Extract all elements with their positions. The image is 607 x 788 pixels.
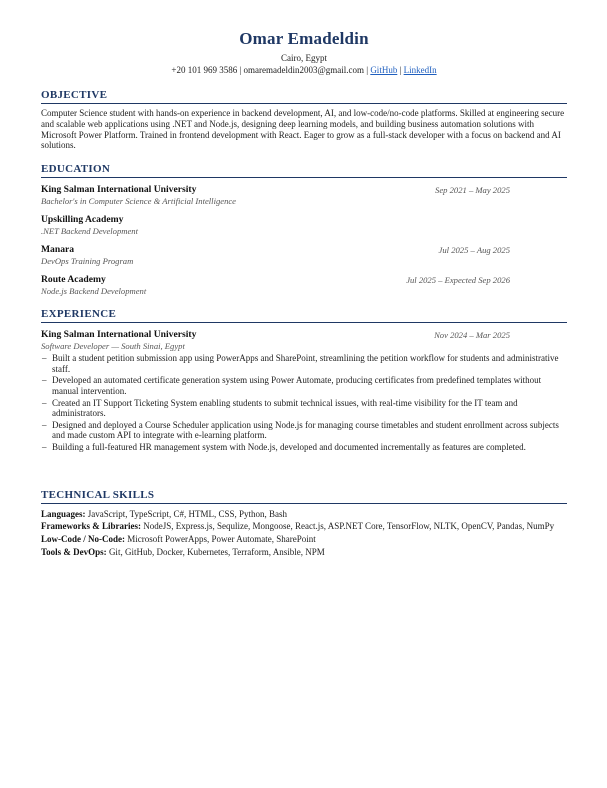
skill-label: Languages: (41, 508, 86, 519)
bullet-dash: – (42, 419, 47, 430)
experience-date: Nov 2024 – Mar 2025 (434, 330, 510, 341)
education-entry (41, 274, 567, 297)
contact-line (41, 64, 567, 76)
objective-section (41, 89, 567, 151)
candidate-name: Omar Emadeldin (239, 29, 369, 48)
contact-text: +20 101 969 3586 | omaremadeldin2003@gmail.com | (171, 65, 371, 75)
bullet-text: Created an IT Support Ticketing System enabling students to submit technical issues, with real-time visibility for the IT team and administrators. (52, 397, 518, 419)
skill-row (41, 509, 567, 520)
education-program: Node.js Backend Development (41, 286, 147, 297)
education-institution: Upskilling Academy (41, 214, 124, 226)
skill-row (41, 521, 567, 532)
skill-value: JavaScript, TypeScript, C#, HTML, CSS, Python, Bash (85, 508, 287, 519)
bullet-dash: – (42, 441, 47, 452)
experience-bullets (41, 353, 567, 452)
education-entry (41, 184, 567, 207)
skill-label: Frameworks & Libraries: (41, 521, 141, 532)
education-institution: Manara (41, 244, 75, 256)
experience-heading: EXPERIENCE (41, 308, 567, 323)
linkedin-link[interactable]: LinkedIn (403, 65, 437, 75)
experience-entry (41, 329, 567, 352)
education-program: .NET Backend Development (41, 226, 138, 237)
skill-row (41, 534, 567, 545)
education-program: DevOps Training Program (41, 256, 134, 267)
skills-section (41, 489, 567, 558)
bullet-dash: – (42, 375, 47, 386)
skill-value: NodeJS, Express.js, Sequlize, Mongoose, React.js, ASP.NET Core, TensorFlow, NLTK, OpenCV, Pandas, NumPy (140, 521, 555, 532)
list-item (41, 420, 567, 441)
skill-label: Low-Code / No-Code: (41, 534, 125, 545)
location: Cairo, Egypt (281, 53, 327, 63)
skill-label: Tools & DevOps: (41, 546, 107, 557)
education-entry (41, 214, 567, 237)
skill-value: Microsoft PowerApps, Power Automate, SharePoint (125, 534, 316, 545)
github-link[interactable]: GitHub (370, 65, 398, 75)
education-date: Sep 2021 – May 2025 (435, 185, 510, 196)
objective-heading: OBJECTIVE (41, 89, 567, 104)
list-item (41, 398, 567, 419)
resume-page (41, 0, 567, 558)
education-section (41, 163, 567, 297)
list-item (41, 375, 567, 396)
experience-organization: King Salman International University (41, 329, 197, 341)
objective-text: Computer Science student with hands-on experience in backend development, AI, and low-code/no-code platforms. Skilled at engineering secure and scalable web applications using .NET and Node.js, designing deep learning models, and building business automation solutions with Microsoft Power Platform. Trained in frontend development with React. Eager to grow as a full-stack developer with a focus on backend and AI solutions. (41, 108, 565, 151)
list-item (41, 442, 567, 453)
education-institution: Route Academy (41, 274, 106, 286)
skills-heading: TECHNICAL SKILLS (41, 489, 567, 504)
bullet-text: Designed and deployed a Course Scheduler application using Node.js for managing course timetables and student enrollment across subjects and made custom API to integrate with e-learning platform. (52, 419, 559, 441)
education-date: Jul 2025 – Aug 2025 (438, 245, 510, 256)
skill-value: Git, GitHub, Docker, Kubernetes, Terraform, Ansible, NPM (106, 546, 325, 557)
education-date: Jul 2025 – Expected Sep 2026 (406, 275, 510, 286)
contact-separator: | (397, 65, 404, 75)
education-program: Bachelor's in Computer Science & Artificial Intelligence (41, 196, 236, 207)
experience-section (41, 308, 567, 452)
bullet-dash: – (42, 353, 47, 364)
experience-role: Software Developer — South Sinai, Egypt (41, 341, 185, 352)
education-entry (41, 244, 567, 267)
bullet-dash: – (42, 397, 47, 408)
education-institution: King Salman International University (41, 184, 197, 196)
bullet-text: Built a student petition submission app using PowerApps and SharePoint, streamlining the petition workflow for students and administrative staff. (52, 353, 559, 374)
list-item (41, 353, 567, 374)
bullet-text: Developed an automated certificate generation system using Power Automate, producing certificates from predefined templates without manual intervention. (52, 375, 542, 396)
bullet-text: Building a full-featured HR management system with Node.js, developed and documented incrementally as features are completed. (52, 441, 526, 452)
skill-row (41, 547, 567, 558)
education-heading: EDUCATION (41, 163, 567, 178)
